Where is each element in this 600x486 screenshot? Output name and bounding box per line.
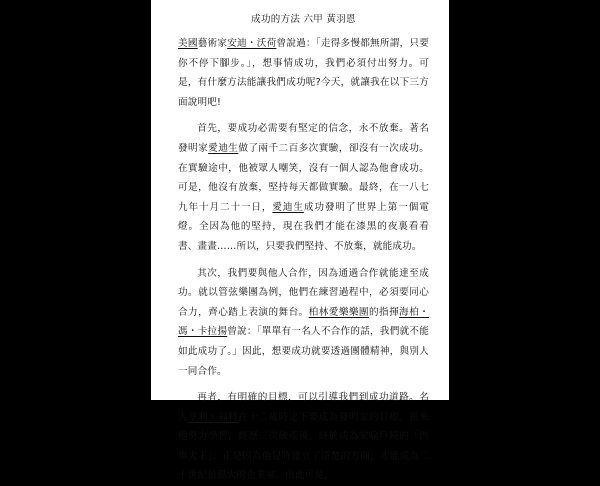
text-run: 在十二歲時定下要成為發明家的目標。後來他努力學習，經歷三次破產後，終於成為家喻戶曉的「汽車大王」。正是因為他兒時建立了清楚的方向，才能成為二十世紀最偉大的企業家。由此可見， [178, 411, 430, 482]
text-run: 曾說：「單單有一名人不合作的話，我們就不能如此成功了。」因此，想要成功就要透過團體精神，與別人一同合作。 [178, 326, 429, 377]
proper-noun: 海柏・馮・卡拉揚 [178, 306, 429, 338]
proper-noun: 安迪・沃荷 [227, 38, 277, 49]
paragraph-cooperation [178, 264, 429, 382]
text-run: 的指揮 [368, 306, 400, 318]
text-run: 成功發明了世界上第一個電燈。全因為他的堅持，現在我們才能在漆黑的夜裏看看書、畫畫……所以，只要我們堅持、不放棄，就能成功。 [178, 201, 429, 252]
text-run: 藝術家 [197, 38, 228, 49]
text-run: 其次，我們要與他人合作，因為通過合作就能達至成功。就以管弦樂團為例，他們在練習過程中，必須要同心合力，齊心踏上表演的舞台。 [178, 267, 429, 318]
text-run: 做了兩千二百多次實驗，卻沒有一次成功。在實驗途中，他被眾人嘲笑，沒有一個人認為他會成功。可是，他沒有放棄，堅持每天都做實驗。最終，在一八七九年十月二十一日， [178, 142, 429, 213]
proper-noun: 愛迪生 [208, 142, 239, 154]
proper-noun: 愛迪生 [272, 201, 304, 213]
paragraph-intro [178, 34, 429, 112]
text-run: 再者，有明確的目標，可以引導我們到成功道路。名人 [178, 392, 429, 423]
text-run: 曾說過：「走得多慢都無所謂，只要你不停下腳步。」，想事情成功，我們必須付出努力。可是，有什麼方法能讓我們成功呢?今天，就讓我在以下三方面說明吧! [178, 38, 429, 108]
proper-noun: 亨利・福特 [188, 411, 239, 423]
proper-noun: 柏林愛樂樂團 [308, 306, 369, 318]
paragraph-perseverance [178, 119, 429, 256]
paragraph-goals [178, 388, 429, 486]
text-run: 首先，要成功必需要有堅定的信念，永不放棄。著名發明家 [178, 123, 429, 154]
document-title: 成功的方法 六甲 黃羽恩 [251, 14, 356, 25]
document-page [151, 0, 449, 482]
proper-noun: 美國 [178, 38, 198, 49]
